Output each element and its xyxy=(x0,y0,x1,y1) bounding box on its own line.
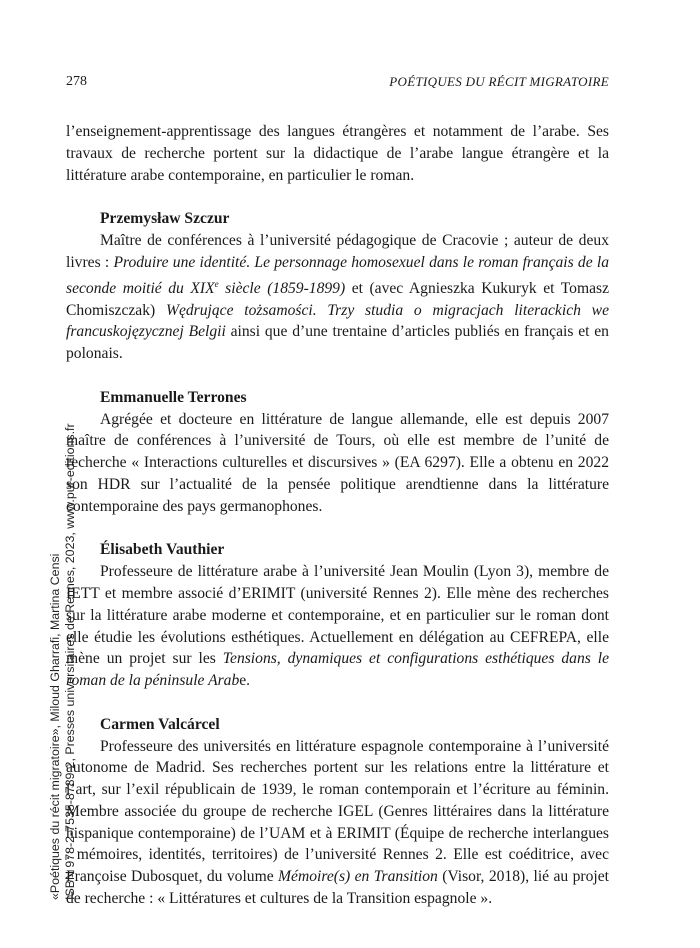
book-title: Wędrujące tożsamości. Trzy studia o migracjach literackich we francuskojęzycznej Belgii xyxy=(66,301,609,341)
contributor-bio xyxy=(66,561,609,692)
contributor-bio xyxy=(66,230,609,365)
bio-text: ainsi que d’une trentaine d’articles publiés en français et en polonais. xyxy=(66,323,609,363)
book-title: Mémoire(s) en Transition xyxy=(278,868,438,886)
page-body xyxy=(66,121,609,910)
contributor-name: Élisabeth Vauthier xyxy=(100,541,225,559)
bio-text: et (avec Agnieszka Kukuryk et Tomasz Chomiszczak) xyxy=(66,279,609,319)
book-title: Produire une identité. Le personnage homosexuel dans le roman français de la seconde moitié du XIXe siècle (1859-1899) xyxy=(66,253,610,297)
bio-text: e. xyxy=(239,672,251,690)
intro-paragraph: l’enseignement-apprentissage des langues étrangères et notamment de l’arabe. Ses travaux de recherche portent sur la didactique de l’arabe langue étrangère et la littérature arabe contemporaine, en particulier le roman. xyxy=(66,123,609,184)
copyright-sidebar xyxy=(0,360,77,900)
sidebar-line-title: «Poétiques du récit migratoire», Miloud Gharrafi, Martina Censi xyxy=(48,553,62,900)
contributor-name: Przemysław Szczur xyxy=(100,210,230,228)
contributor-name: Emmanuelle Terrones xyxy=(100,388,247,406)
contributor-entry xyxy=(66,387,609,518)
contributor-entry xyxy=(66,714,609,910)
page-header xyxy=(66,74,609,94)
bio-text: Professeure de littérature arabe à l’université Jean Moulin (Lyon 3), membre de IETT et membre associé d’ERIMIT (université Rennes 2). Elle mène des recherches sur la littérature arabe moderne et contemporaine, et en particulier sur le roman dont elle étudie les évolutions esthétiques. Actuellement en délégation au CEFREPA, elle mène un projet sur les xyxy=(66,563,609,668)
running-title: POÉTIQUES DU RÉCIT MIGRATOIRE xyxy=(389,74,609,89)
contributor-name: Carmen Valcárcel xyxy=(100,715,220,733)
bio-text: Maître de conférences à l’université pédagogique de Cracovie ; auteur de deux livres : xyxy=(66,231,609,271)
contributor-bio xyxy=(66,736,609,910)
bio-text: (Visor, 2018), lié au projet de recherche : « Littératures et cultures de la Transition espagnole ». xyxy=(66,868,609,908)
bio-text: Professeure des universités en littérature espagnole contemporaine à l’université autonome de Madrid. Ses recherches portent sur les relations entre la littérature et l’art, sur l’exil républicain de 1939, le roman contemporain et l’écriture au féminin. Membre associée du groupe de recherche IGEL (Genres littéraires dans la littérature hispanique contemporaine) de l’UAM et à ERIMIT (Équipe de recherche interlangues : mémoires, identités, territoires) de l’université Rennes 2. Elle est coéditrice, avec Françoise Dubosquet, du volume xyxy=(66,737,609,886)
page-number: 278 xyxy=(66,74,87,89)
contributor-entry xyxy=(66,539,609,692)
project-title: Tensions, dynamiques et configurations esthétiques dans le roman de la péninsule Arab xyxy=(66,650,609,690)
contributor-entry xyxy=(66,208,609,365)
contributor-bio: Agrégée et docteure en littérature de langue allemande, elle est depuis 2007 maître de conférences à l’université de Tours, où elle est membre de l’unité de recherche « Interactions culturelles et discursives » (EA 6297). Elle a obtenu en 2022 son HDR sur l’actualité de la pensée politique arendtienne dans la littérature contemporaine des pays germanophones. xyxy=(66,410,609,515)
sidebar-line-isbn: ISBN 978-2-7535-8789-2, Presses universitaires de Rennes, 2023, www.pur-editions.fr xyxy=(63,423,77,900)
